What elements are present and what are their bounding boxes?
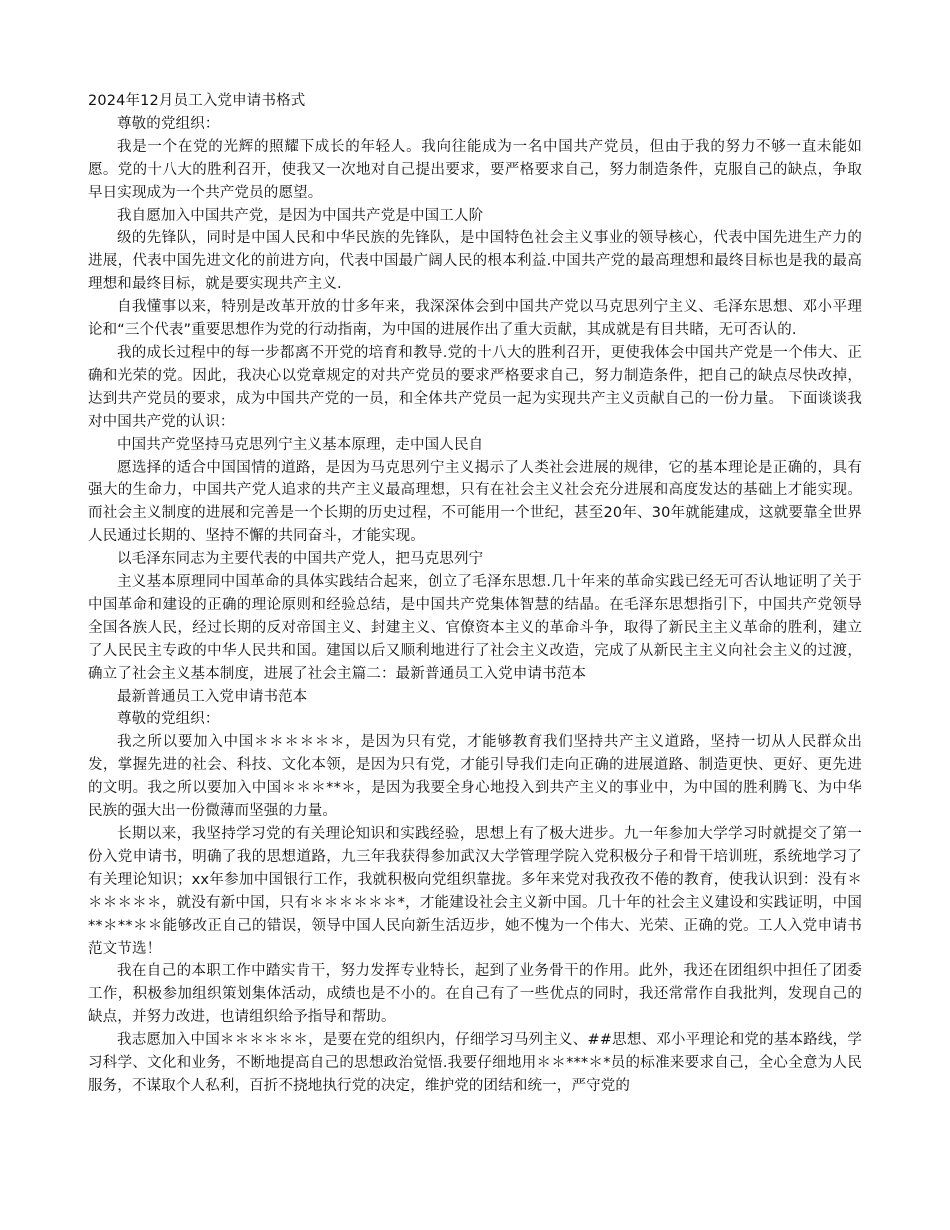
document-paragraph: 尊敬的党组织： — [117, 711, 220, 728]
document-paragraph: 主义基本原理同中国革命的具体实践结合起来，创立了毛泽东思想.几十年来的革命实践已经无可否认地证明了关于中国革命和建设的正确的理论原则和经验总结，是中国共产党集体智慧的结晶。在毛泽东思想指引下，中国共产党领导全国各族人民，经过长期的反对帝国主义、封建主义、官僚资本主义的革命斗争，取得了新民主主义革命的胜利，建立了人民民主专政的中华人民共和国。建国以后又顺利地进行了社会主义改造，完成了从新民主主义向社会主义的过渡，确立了社会主义基本制度，进展了社会主篇二：最新普通员工入党申请书范本 — [88, 574, 862, 682]
document-paragraph: 级的先锋队，同时是中国人民和中华民族的先锋队，是中国特色社会主义事业的领导核心，代表中国先进生产力的进展，代表中国先进文化的前进方向，代表中国最广阔人民的根本利益.中国共产党的最高理想和最终目标也是我的最高理想和最终目标，就是要实现共产主义. — [88, 230, 862, 293]
document-paragraph: 长期以来，我坚持学习党的有关理论知识和实践经验，思想上有了极大进步。九一年参加大学学习时就提交了第一份入党申请书，明确了我的思想道路，九三年我获得参加武汉大学管理学院入党积极分子和骨干培训班，系统地学习了有关理论知识；xx年参加中国银行工作，我就积极向党组织靠拢。多年来党对我孜孜不倦的教育，使我认识到：没有＊＊＊＊＊＊，就没有新中国，只有＊＊＊＊＊＊*，才能建设社会主义新中国。几十年的社会主义建设和实践证明，中国**＊**＊＊能够改正自己的错误，领导中国人民向新生活迈步，她不愧为一个伟大、光荣、正确的党。工人入党申请书范文节选！ — [88, 826, 862, 957]
document-body — [88, 113, 862, 1098]
document-paragraph: 以毛泽东同志为主要代表的中国共产党人，把马克思列宁 — [117, 551, 484, 568]
document-paragraph: 我的成长过程中的每一步都离不开党的培育和教导.党的十八大的胜利召开，更使我体会中国共产党是一个伟大、正确和光荣的党。因此，我决心以党章规定的对共产党员的要求严格要求自己，努力制造条件，把自己的缺点尽快改掉，达到共产党员的要求，成为中国共产党的一员，和全体共产党员一起为实现共产主义贡献自己的一份力量。 下面谈谈我对中国共产党的认识： — [88, 344, 862, 430]
document-paragraph: 自我懂事以来，特别是改革开放的廿多年来，我深深体会到中国共产党以马克思列宁主义、毛泽东思想、邓小平理论和“三个代表”重要思想作为党的行动指南，为中国的进展作出了重大贡献，其成就是有目共睹，无可否认的. — [88, 299, 862, 339]
document-paragraph: 我在自己的本职工作中踏实肯干，努力发挥专业特长，起到了业务骨干的作用。此外，我还在团组织中担任了团委工作，积极参加组织策划集体活动，成绩也是不小的。在自己有了一些优点的同时，我还常常作自我批判，发现自己的缺点，并努力改进，也请组织给予指导和帮助。 — [88, 963, 862, 1026]
document-paragraph: 我是一个在党的光辉的照耀下成长的年轻人。我向往能成为一名中国共产党员，但由于我的努力不够一直未能如愿。党的十八大的胜利召开，使我又一次地对自己提出要求，要严格要求自己，努力制造条件，克服自己的缺点，争取早日实现成为一个共产党员的愿望。 — [88, 138, 862, 201]
document-paragraph: 尊敬的党组织： — [117, 115, 220, 132]
document-paragraph: 我志愿加入中国＊＊＊＊＊＊，是要在党的组织内，仔细学习马列主义、##思想、邓小平理论和党的基本路线，学习科学、文化和业务，不断地提高自己的思想政治觉悟.我要仔细地用＊＊***＊*员的标准来要求自己，全心全意为人民服务，不谋取个人私利，百折不挠地执行党的决定，维护党的团结和统一，严守党的 — [88, 1032, 862, 1094]
document-paragraph: 最新普通员工入党申请书范本 — [117, 688, 308, 705]
document-paragraph: 我之所以要加入中国＊＊＊＊＊＊，是因为只有党，才能够教育我们坚持共产主义道路，坚持一切从人民群众出发，掌握先进的社会、科技、文化本领，是因为只有党，才能引导我们走向正确的进展道路、制造更快、更好、更先进的文明。我之所以要加入中国＊＊＊**＊，是因为我要全身心地投入到共产主义的事业中，为中国的胜利腾飞、为中华民族的强大出一份微薄而坚强的力量。 — [88, 734, 862, 820]
document-paragraph: 我自愿加入中国共产党，是因为中国共产党是中国工人阶 — [117, 207, 484, 224]
document-paragraph: 中国共产党坚持马克思列宁主义基本原理，走中国人民自 — [117, 436, 484, 453]
document-title: 2024年12月员工入党申请书格式 — [88, 93, 306, 109]
document-paragraph: 愿选择的适合中国国情的道路，是因为马克思列宁主义揭示了人类社会进展的规律，它的基本理论是正确的，具有强大的生命力，中国共产党人追求的共产主义最高理想，只有在社会主义社会充分进展和高度发达的基础上才能实现。而社会主义制度的进展和完善是一个长期的历史过程，不可能用一个世纪，甚至20年、30年就能建成，这就要靠全世界人民通过长期的、坚持不懈的共同奋斗，才能实现。 — [88, 459, 862, 545]
